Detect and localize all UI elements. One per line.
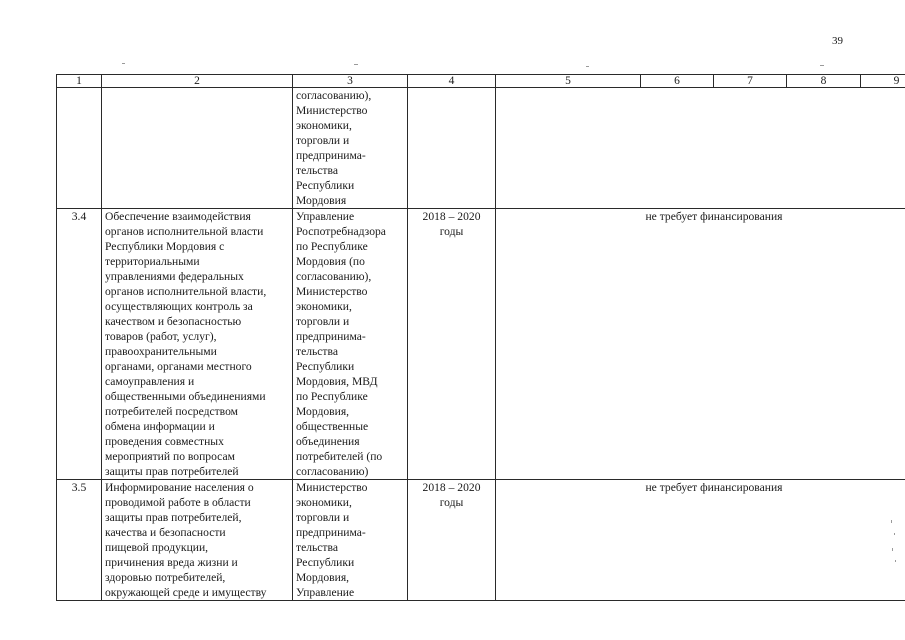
executors-line: по Республике xyxy=(296,390,368,403)
executors-line: Мордовия, xyxy=(296,571,350,584)
activity-line: окружающей среде и имуществу xyxy=(105,586,267,599)
activity-line: потребителей посредством xyxy=(105,405,238,418)
executors-cell xyxy=(293,480,408,601)
executors-line: экономики, xyxy=(296,300,352,313)
activity-line: защиты прав потребителей, xyxy=(105,511,242,524)
period-years: 2018 – 2020 xyxy=(422,210,481,223)
period-cell xyxy=(408,480,496,601)
activity-line: органов исполнительной власти, xyxy=(105,285,267,298)
activity-line: Информирование населения о xyxy=(105,481,254,494)
funding-cell: не требует финансирования xyxy=(496,480,905,601)
activity-line: самоуправления и xyxy=(105,375,195,388)
executors-line: по Республике xyxy=(296,240,368,253)
activity-line: защиты прав потребителей xyxy=(105,465,239,478)
executors-line: Мордовия xyxy=(296,194,347,207)
column-number-row xyxy=(57,75,905,88)
executors-line: Роспотребнадзора xyxy=(296,225,386,238)
period-cell xyxy=(408,88,496,209)
executors-line: Управление xyxy=(296,210,355,223)
column-header-4: 4 xyxy=(408,75,496,88)
activity-line: проведения совместных xyxy=(105,435,224,448)
executors-line: Республики xyxy=(296,179,355,192)
executors-line: предпринима- xyxy=(296,526,366,539)
activity-line: общественными объединениями xyxy=(105,390,266,403)
funding-cell: не требует финансирования xyxy=(496,209,905,480)
activity-line: мероприятий по вопросам xyxy=(105,450,235,463)
executors-line: Республики xyxy=(296,360,355,373)
executors-line: предпринима- xyxy=(296,330,366,343)
activity-line: органами, органами местного xyxy=(105,360,252,373)
activity-line: причинения вреда жизни и xyxy=(105,556,238,569)
executors-line: тельства xyxy=(296,541,338,554)
executors-line: потребителей (по xyxy=(296,450,383,463)
table-row xyxy=(57,480,905,601)
executors-line: Министерство xyxy=(296,285,368,298)
row-number: 3.4 xyxy=(57,209,102,480)
activity-cell xyxy=(102,480,293,601)
executors-line: Республики xyxy=(296,556,355,569)
executors-line: торговли и xyxy=(296,134,350,147)
table-row xyxy=(57,209,905,480)
activity-cell xyxy=(102,209,293,480)
activity-line: Обеспечение взаимодействия xyxy=(105,210,251,223)
executors-line: объединения xyxy=(296,435,360,448)
table-row-continuation xyxy=(57,88,905,209)
activity-line: качества и безопасности xyxy=(105,526,226,539)
funding-cell xyxy=(496,88,905,209)
executors-cell xyxy=(293,209,408,480)
row-number: 3.5 xyxy=(57,480,102,601)
period-cell xyxy=(408,209,496,480)
activity-line: территориальными xyxy=(105,255,200,268)
column-header-6: 6 xyxy=(641,75,714,88)
page-number: 39 xyxy=(832,35,843,47)
executors-line: торговли и xyxy=(296,315,350,328)
executors-line: экономики, xyxy=(296,119,352,132)
column-header-7: 7 xyxy=(714,75,787,88)
activity-line: правоохранительными xyxy=(105,345,217,358)
activity-line: осуществляющих контроль за xyxy=(105,300,253,313)
executors-line: Мордовия, xyxy=(296,405,350,418)
executors-line: торговли и xyxy=(296,511,350,524)
executors-line: согласованию), xyxy=(296,270,372,283)
executors-line: тельства xyxy=(296,164,338,177)
activity-line: Республики Мордовия с xyxy=(105,240,225,253)
executors-line: Управление xyxy=(296,586,355,599)
column-header-9: 9 xyxy=(861,75,905,88)
executors-line: согласованию) xyxy=(296,465,369,478)
executors-line: тельства xyxy=(296,345,338,358)
activity-line: здоровью потребителей, xyxy=(105,571,226,584)
activity-line: органов исполнительной власти xyxy=(105,225,264,238)
activity-line: пищевой продукции, xyxy=(105,541,209,554)
executors-line: общественные xyxy=(296,420,369,433)
activity-line: качеством и безопасностью xyxy=(105,315,242,328)
executors-line: Министерство xyxy=(296,481,368,494)
executors-line: Мордовия (по xyxy=(296,255,365,268)
number-cell xyxy=(57,88,102,209)
activity-line: обмена информации и xyxy=(105,420,215,433)
executors-line: экономики, xyxy=(296,496,352,509)
executors-line: Мордовия, МВД xyxy=(296,375,378,388)
column-header-3: 3 xyxy=(293,75,408,88)
plan-table xyxy=(56,74,905,601)
period-years: 2018 – 2020 xyxy=(422,481,481,494)
column-header-5: 5 xyxy=(496,75,641,88)
period-unit: годы xyxy=(439,225,464,238)
executors-line: согласованию), xyxy=(296,89,372,102)
column-header-1: 1 xyxy=(57,75,102,88)
executors-cell xyxy=(293,88,408,209)
executors-line: Министерство xyxy=(296,104,368,117)
activity-line: проводимой работе в области xyxy=(105,496,251,509)
period-unit: годы xyxy=(439,496,464,509)
activity-line: управлениями федеральных xyxy=(105,270,244,283)
activity-cell xyxy=(102,88,293,209)
column-header-2: 2 xyxy=(102,75,293,88)
executors-line: предпринима- xyxy=(296,149,366,162)
column-header-8: 8 xyxy=(787,75,861,88)
activity-line: товаров (работ, услуг), xyxy=(105,330,217,343)
